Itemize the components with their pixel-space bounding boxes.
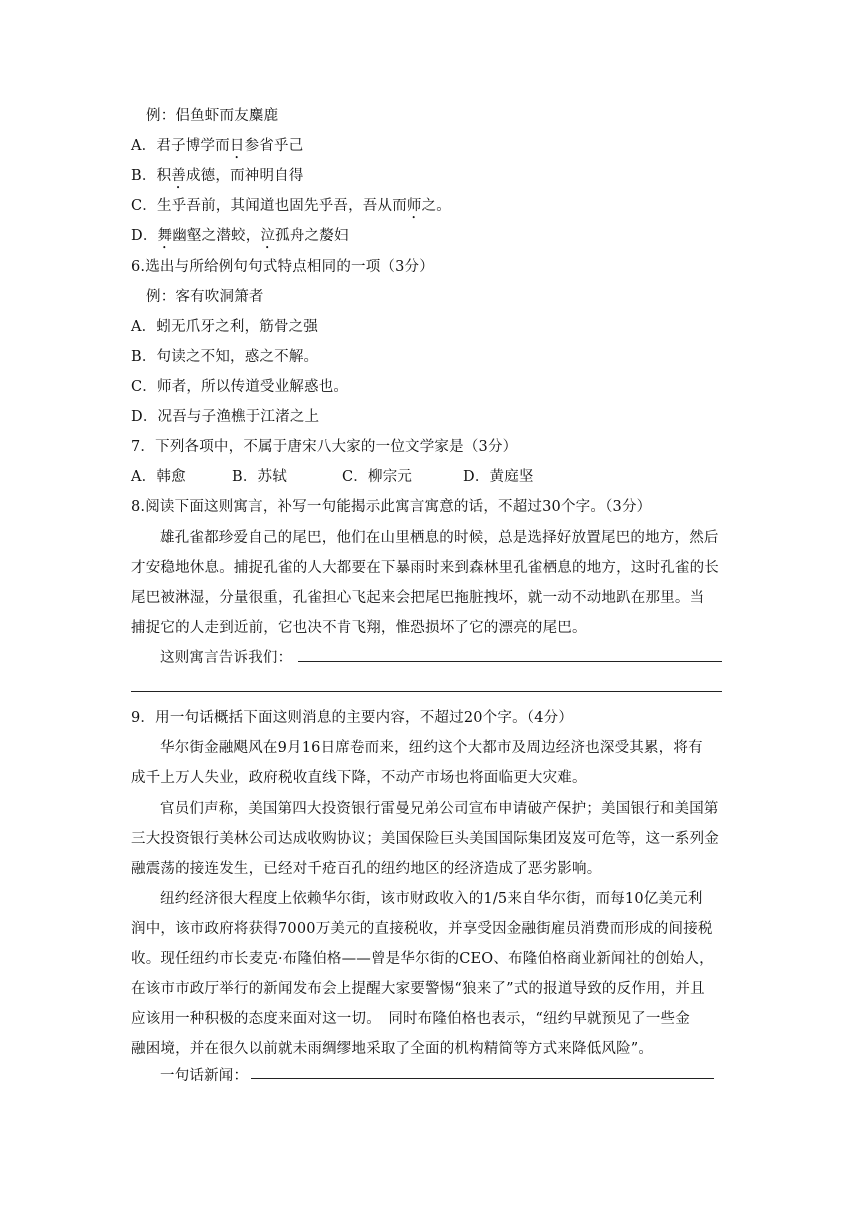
q6-example: 例：客有吹洞箫者	[146, 289, 264, 305]
emphasized-char: 舞	[157, 228, 173, 244]
q8-passage-line: 尾巴被淋湿，分量很重，孔雀担心飞起来会把尾巴拖脏拽坏，就一动不动地趴在那里。当	[131, 590, 705, 606]
q7-option-a: A．韩愈	[131, 469, 186, 485]
option-text: 之。	[421, 198, 452, 214]
q9-answer-line[interactable]	[251, 1078, 714, 1079]
option-text: 成德，而神明自得	[185, 168, 304, 184]
q9-title: 9．用一句话概括下面这则消息的主要内容，不超过20个字。（4分）	[131, 710, 574, 726]
option-text: 生乎吾前，其闻道也固先乎吾，吾从而	[157, 198, 407, 214]
q5-option-c	[131, 196, 451, 222]
emphasized-char: 善	[171, 168, 186, 184]
q9-passage-line: 华尔街金融飓风在9月16日席卷而来，纽约这个大都市及周边经济也深受其累，将有	[160, 740, 703, 756]
q6-option-d: D．况吾与子渔樵于江渚之上	[131, 409, 320, 425]
option-text: 参省乎己	[244, 138, 304, 154]
option-text: 积	[156, 168, 172, 184]
emphasized-char: 师	[406, 198, 422, 214]
option-letter: D．	[131, 228, 158, 244]
q9-passage-line: 三大投资银行美林公司达成收购协议；美国保险巨头美国国际集团岌岌可危等，这一系列金	[131, 831, 719, 847]
q6-title: 6.选出与所给例句句式特点相同的一项（3分）	[131, 259, 434, 275]
q8-title: 8.阅读下面这则寓言，补写一句能揭示此寓言寓意的话，不超过30个字。（3分）	[131, 499, 652, 515]
q8-passage-line: 才安稳地休息。捕捉孔雀的人大都要在下暴雨时来到森林里孔雀栖息的地方，这时孔雀的长	[131, 560, 719, 576]
q7-title: 7．下列各项中，不属于唐宋八大家的一位文学家是（3分）	[131, 439, 518, 455]
q8-answer-label: 这则寓言告诉我们：	[160, 650, 293, 666]
q6-option-a: A．蚓无爪牙之利，筋骨之强	[131, 319, 319, 335]
q5-option-a	[131, 136, 303, 162]
option-text: 君子博学而	[156, 138, 230, 154]
q9-passage-line: 应该用一种积极的态度来面对这一切。 同时布隆伯格也表示，“纽约早就预见了一些金	[131, 1011, 690, 1027]
q5-option-d	[131, 226, 349, 252]
q9-passage-line: 纽约经济很大程度上依赖华尔街，该市财政收入的1/5来自华尔街，而每10亿美元利	[160, 891, 703, 907]
q9-passage-line: 官员们声称，美国第四大投资银行雷曼兄弟公司宣布申请破产保护；美国银行和美国第	[160, 801, 719, 817]
q7-option-d: D．黄庭坚	[463, 469, 534, 485]
emphasized-char: 日	[229, 138, 245, 154]
q9-passage-line: 融困境，并在很久以前就未雨绸缪地采取了全面的机构精简等方式来降低风险”。	[131, 1041, 654, 1057]
q5-example-prefix: 例：	[146, 108, 176, 124]
q6-option-c: C．师者，所以传道受业解惑也。	[131, 379, 349, 395]
q9-passage-line: 收。现任纽约市长麦克·布隆伯格——曾是华尔街的CEO、布隆伯格商业新闻社的创始人，	[131, 951, 714, 967]
q9-passage-line: 在该市市政厅举行的新闻发布会上提醒大家要警惕“狼来了”式的报道导致的反作用，并且	[131, 981, 705, 997]
option-letter: A．	[131, 138, 157, 154]
q6-option-b: B．句读之不知，惑之不解。	[131, 349, 319, 365]
q7-option-b: B．苏轼	[232, 469, 287, 485]
q8-passage-line: 捕捉它的人走到近前，它也决不肯飞翔，惟恐损坏了它的漂亮的尾巴。	[131, 620, 587, 636]
q8-passage-line: 雄孔雀都珍爱自己的尾巴，他们在山里栖息的时候，总是选择好放置尾巴的地方，然后	[160, 530, 719, 546]
option-letter: B．	[131, 168, 157, 184]
q7-option-c: C．柳宗元	[342, 469, 413, 485]
q9-passage-line: 成千上万人失业，政府税收直线下降，不动产市场也将面临更大灾难。	[131, 770, 587, 786]
q5-example	[146, 106, 278, 126]
emphasized-char: 泣	[260, 228, 276, 244]
q5-example-text: 侣鱼虾而友麋鹿	[175, 108, 279, 124]
q5-option-b	[131, 166, 304, 192]
option-text: 幽壑之潜蛟，	[172, 228, 261, 244]
option-letter: C．	[131, 198, 157, 214]
q9-passage-line: 润中，该市政府将获得7000万美元的直接税收，并享受因金融街雇员消费而形成的间接税	[131, 921, 713, 937]
option-text: 孤舟之嫠妇	[275, 228, 349, 244]
q9-passage-line: 融震荡的接连发生，已经对千疮百孔的纽约地区的经济造成了恶劣影响。	[131, 861, 602, 877]
q8-answer-line-1[interactable]	[298, 661, 722, 662]
q8-answer-line-2[interactable]	[131, 691, 722, 692]
q9-answer-label: 一句话新闻：	[160, 1068, 249, 1084]
